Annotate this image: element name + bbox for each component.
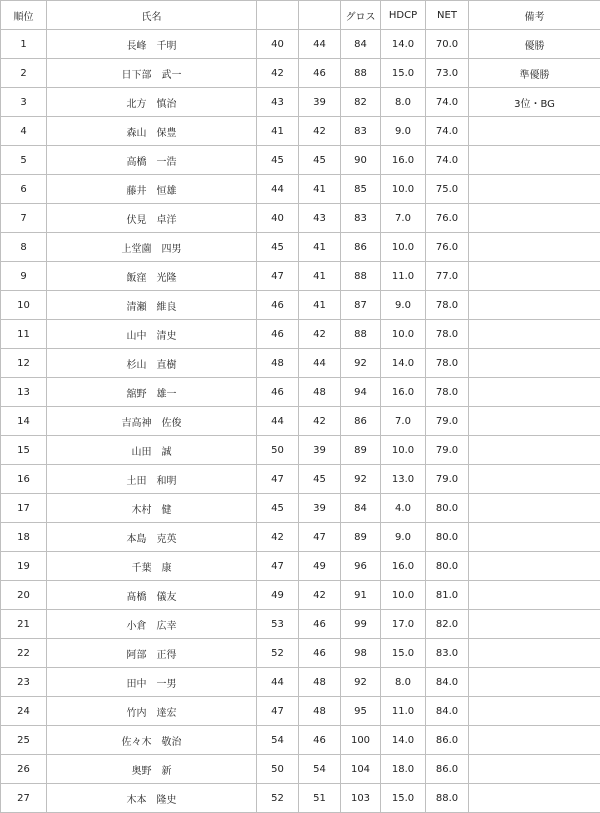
cell-rank: 6 [1, 175, 47, 204]
cell-name: 髙橋 儀友 [47, 581, 257, 610]
cell-name: 山田 誠 [47, 436, 257, 465]
cell-name: 藤井 恒雄 [47, 175, 257, 204]
cell-name: 山中 清史 [47, 320, 257, 349]
cell-hdcp: 11.0 [381, 697, 426, 726]
cell-name: 土田 和明 [47, 465, 257, 494]
table-row [1, 668, 600, 697]
cell-out: 44 [257, 668, 299, 697]
cell-net: 70.0 [426, 30, 469, 59]
cell-in: 47 [299, 523, 341, 552]
cell-hdcp: 9.0 [381, 291, 426, 320]
cell-in: 41 [299, 175, 341, 204]
cell-out: 49 [257, 581, 299, 610]
table-row [1, 465, 600, 494]
cell-gross: 103 [341, 784, 381, 813]
cell-hdcp: 15.0 [381, 784, 426, 813]
header-rank: 順位 [1, 1, 47, 30]
cell-in: 49 [299, 552, 341, 581]
cell-note [469, 494, 600, 523]
table-row [1, 320, 600, 349]
cell-rank: 2 [1, 59, 47, 88]
cell-rank: 9 [1, 262, 47, 291]
cell-note [469, 146, 600, 175]
cell-hdcp: 14.0 [381, 726, 426, 755]
cell-name: 舘野 雄一 [47, 378, 257, 407]
cell-rank: 3 [1, 88, 47, 117]
cell-name: 清瀬 維良 [47, 291, 257, 320]
header-out [257, 1, 299, 30]
cell-out: 54 [257, 726, 299, 755]
cell-gross: 85 [341, 175, 381, 204]
cell-out: 47 [257, 465, 299, 494]
cell-rank: 27 [1, 784, 47, 813]
cell-note [469, 610, 600, 639]
cell-out: 45 [257, 146, 299, 175]
cell-hdcp: 10.0 [381, 175, 426, 204]
table-row [1, 262, 600, 291]
cell-out: 40 [257, 204, 299, 233]
cell-net: 80.0 [426, 523, 469, 552]
cell-note [469, 668, 600, 697]
cell-name: 阿部 正得 [47, 639, 257, 668]
cell-gross: 92 [341, 668, 381, 697]
cell-net: 80.0 [426, 552, 469, 581]
cell-rank: 1 [1, 30, 47, 59]
cell-note: 優勝 [469, 30, 600, 59]
cell-in: 44 [299, 349, 341, 378]
cell-name: 奥野 新 [47, 755, 257, 784]
cell-out: 44 [257, 407, 299, 436]
cell-out: 46 [257, 291, 299, 320]
cell-gross: 96 [341, 552, 381, 581]
cell-rank: 11 [1, 320, 47, 349]
cell-name: 吉高神 佐俊 [47, 407, 257, 436]
table-row [1, 59, 600, 88]
cell-gross: 86 [341, 407, 381, 436]
table-row [1, 349, 600, 378]
cell-net: 86.0 [426, 726, 469, 755]
cell-out: 46 [257, 320, 299, 349]
cell-out: 50 [257, 755, 299, 784]
cell-in: 41 [299, 262, 341, 291]
cell-gross: 84 [341, 494, 381, 523]
cell-rank: 15 [1, 436, 47, 465]
cell-note [469, 407, 600, 436]
cell-in: 46 [299, 610, 341, 639]
cell-gross: 83 [341, 117, 381, 146]
cell-gross: 88 [341, 59, 381, 88]
cell-net: 78.0 [426, 349, 469, 378]
cell-out: 47 [257, 262, 299, 291]
cell-gross: 86 [341, 233, 381, 262]
cell-net: 74.0 [426, 117, 469, 146]
cell-net: 75.0 [426, 175, 469, 204]
cell-hdcp: 17.0 [381, 610, 426, 639]
cell-hdcp: 8.0 [381, 88, 426, 117]
header-net: NET [426, 1, 469, 30]
cell-note [469, 291, 600, 320]
cell-note [469, 175, 600, 204]
cell-hdcp: 9.0 [381, 117, 426, 146]
cell-in: 48 [299, 697, 341, 726]
cell-rank: 23 [1, 668, 47, 697]
cell-rank: 18 [1, 523, 47, 552]
cell-gross: 98 [341, 639, 381, 668]
cell-name: 北方 慎治 [47, 88, 257, 117]
table-row [1, 639, 600, 668]
cell-net: 79.0 [426, 465, 469, 494]
table-row [1, 755, 600, 784]
cell-hdcp: 15.0 [381, 639, 426, 668]
cell-net: 74.0 [426, 88, 469, 117]
cell-note: 3位・BG [469, 88, 600, 117]
cell-note [469, 726, 600, 755]
cell-gross: 84 [341, 30, 381, 59]
table-row [1, 291, 600, 320]
table-row [1, 30, 600, 59]
cell-in: 45 [299, 146, 341, 175]
cell-name: 千葉 康 [47, 552, 257, 581]
cell-net: 73.0 [426, 59, 469, 88]
cell-in: 42 [299, 117, 341, 146]
cell-rank: 22 [1, 639, 47, 668]
cell-in: 44 [299, 30, 341, 59]
cell-name: 竹内 達宏 [47, 697, 257, 726]
table-row [1, 146, 600, 175]
cell-rank: 20 [1, 581, 47, 610]
cell-rank: 12 [1, 349, 47, 378]
cell-note [469, 552, 600, 581]
cell-gross: 88 [341, 320, 381, 349]
cell-gross: 83 [341, 204, 381, 233]
table-row [1, 552, 600, 581]
cell-rank: 8 [1, 233, 47, 262]
cell-gross: 89 [341, 523, 381, 552]
cell-out: 48 [257, 349, 299, 378]
cell-in: 46 [299, 726, 341, 755]
cell-in: 39 [299, 88, 341, 117]
cell-net: 78.0 [426, 378, 469, 407]
cell-hdcp: 13.0 [381, 465, 426, 494]
table-row [1, 436, 600, 465]
cell-hdcp: 10.0 [381, 436, 426, 465]
cell-net: 76.0 [426, 233, 469, 262]
header-in [299, 1, 341, 30]
cell-in: 42 [299, 320, 341, 349]
table-row [1, 88, 600, 117]
cell-note [469, 436, 600, 465]
cell-name: 本島 克英 [47, 523, 257, 552]
cell-note [469, 117, 600, 146]
cell-gross: 92 [341, 465, 381, 494]
header-hdcp: HDCP [381, 1, 426, 30]
cell-hdcp: 7.0 [381, 407, 426, 436]
cell-hdcp: 10.0 [381, 581, 426, 610]
cell-rank: 4 [1, 117, 47, 146]
cell-name: 飯窪 光隆 [47, 262, 257, 291]
cell-out: 47 [257, 552, 299, 581]
cell-net: 78.0 [426, 320, 469, 349]
header-note: 備考 [469, 1, 600, 30]
cell-hdcp: 18.0 [381, 755, 426, 784]
cell-net: 79.0 [426, 407, 469, 436]
cell-name: 日下部 武一 [47, 59, 257, 88]
cell-note [469, 233, 600, 262]
cell-net: 82.0 [426, 610, 469, 639]
cell-hdcp: 16.0 [381, 552, 426, 581]
cell-note [469, 523, 600, 552]
cell-net: 84.0 [426, 668, 469, 697]
cell-in: 54 [299, 755, 341, 784]
cell-hdcp: 16.0 [381, 146, 426, 175]
cell-name: 佐々木 敬治 [47, 726, 257, 755]
cell-name: 田中 一男 [47, 668, 257, 697]
cell-out: 50 [257, 436, 299, 465]
cell-in: 42 [299, 581, 341, 610]
cell-gross: 82 [341, 88, 381, 117]
table-row [1, 726, 600, 755]
cell-hdcp: 10.0 [381, 233, 426, 262]
cell-hdcp: 16.0 [381, 378, 426, 407]
cell-rank: 24 [1, 697, 47, 726]
cell-out: 41 [257, 117, 299, 146]
cell-in: 39 [299, 436, 341, 465]
cell-rank: 25 [1, 726, 47, 755]
cell-hdcp: 8.0 [381, 668, 426, 697]
cell-out: 42 [257, 59, 299, 88]
cell-out: 52 [257, 784, 299, 813]
cell-net: 81.0 [426, 581, 469, 610]
cell-hdcp: 15.0 [381, 59, 426, 88]
cell-name: 上堂薗 四男 [47, 233, 257, 262]
table-row [1, 494, 600, 523]
cell-gross: 92 [341, 349, 381, 378]
cell-name: 伏見 卓洋 [47, 204, 257, 233]
cell-note [469, 378, 600, 407]
header-gross: グロス [341, 1, 381, 30]
cell-hdcp: 9.0 [381, 523, 426, 552]
cell-out: 45 [257, 233, 299, 262]
cell-gross: 100 [341, 726, 381, 755]
table-row [1, 697, 600, 726]
cell-net: 74.0 [426, 146, 469, 175]
results-body [1, 30, 600, 813]
cell-out: 40 [257, 30, 299, 59]
cell-out: 53 [257, 610, 299, 639]
cell-out: 43 [257, 88, 299, 117]
cell-out: 47 [257, 697, 299, 726]
cell-hdcp: 7.0 [381, 204, 426, 233]
cell-in: 51 [299, 784, 341, 813]
cell-gross: 95 [341, 697, 381, 726]
cell-hdcp: 4.0 [381, 494, 426, 523]
table-row [1, 407, 600, 436]
cell-net: 88.0 [426, 784, 469, 813]
cell-gross: 89 [341, 436, 381, 465]
cell-rank: 17 [1, 494, 47, 523]
table-row [1, 523, 600, 552]
cell-rank: 14 [1, 407, 47, 436]
cell-gross: 104 [341, 755, 381, 784]
cell-note [469, 262, 600, 291]
cell-net: 78.0 [426, 291, 469, 320]
cell-note [469, 320, 600, 349]
cell-gross: 94 [341, 378, 381, 407]
cell-net: 86.0 [426, 755, 469, 784]
cell-in: 45 [299, 465, 341, 494]
table-row [1, 378, 600, 407]
cell-in: 48 [299, 378, 341, 407]
cell-hdcp: 14.0 [381, 349, 426, 378]
cell-gross: 99 [341, 610, 381, 639]
table-row [1, 233, 600, 262]
cell-name: 高橋 一浩 [47, 146, 257, 175]
cell-rank: 5 [1, 146, 47, 175]
cell-gross: 90 [341, 146, 381, 175]
cell-note [469, 349, 600, 378]
cell-name: 森山 保豊 [47, 117, 257, 146]
cell-note [469, 755, 600, 784]
cell-in: 46 [299, 59, 341, 88]
cell-name: 小倉 広幸 [47, 610, 257, 639]
cell-note [469, 465, 600, 494]
cell-net: 77.0 [426, 262, 469, 291]
cell-gross: 91 [341, 581, 381, 610]
cell-note [469, 784, 600, 813]
cell-in: 48 [299, 668, 341, 697]
table-row [1, 204, 600, 233]
cell-out: 52 [257, 639, 299, 668]
cell-net: 76.0 [426, 204, 469, 233]
cell-out: 44 [257, 175, 299, 204]
cell-note [469, 697, 600, 726]
cell-in: 41 [299, 233, 341, 262]
cell-in: 42 [299, 407, 341, 436]
cell-rank: 10 [1, 291, 47, 320]
table-row [1, 610, 600, 639]
cell-name: 長峰 千明 [47, 30, 257, 59]
cell-net: 83.0 [426, 639, 469, 668]
cell-name: 杉山 直樹 [47, 349, 257, 378]
cell-hdcp: 14.0 [381, 30, 426, 59]
cell-note [469, 639, 600, 668]
cell-in: 39 [299, 494, 341, 523]
header-row [1, 1, 600, 30]
table-row [1, 784, 600, 813]
cell-in: 46 [299, 639, 341, 668]
cell-net: 84.0 [426, 697, 469, 726]
table-row [1, 117, 600, 146]
cell-note [469, 581, 600, 610]
cell-gross: 87 [341, 291, 381, 320]
cell-rank: 7 [1, 204, 47, 233]
cell-out: 45 [257, 494, 299, 523]
cell-in: 43 [299, 204, 341, 233]
cell-rank: 16 [1, 465, 47, 494]
table-row [1, 581, 600, 610]
cell-name: 木村 健 [47, 494, 257, 523]
cell-rank: 26 [1, 755, 47, 784]
table-row [1, 175, 600, 204]
cell-name: 木本 隆史 [47, 784, 257, 813]
cell-rank: 21 [1, 610, 47, 639]
cell-hdcp: 11.0 [381, 262, 426, 291]
cell-rank: 19 [1, 552, 47, 581]
cell-net: 80.0 [426, 494, 469, 523]
cell-net: 79.0 [426, 436, 469, 465]
header-name: 氏名 [47, 1, 257, 30]
cell-hdcp: 10.0 [381, 320, 426, 349]
cell-out: 42 [257, 523, 299, 552]
cell-gross: 88 [341, 262, 381, 291]
cell-note: 準優勝 [469, 59, 600, 88]
cell-in: 41 [299, 291, 341, 320]
cell-rank: 13 [1, 378, 47, 407]
cell-note [469, 204, 600, 233]
cell-out: 46 [257, 378, 299, 407]
